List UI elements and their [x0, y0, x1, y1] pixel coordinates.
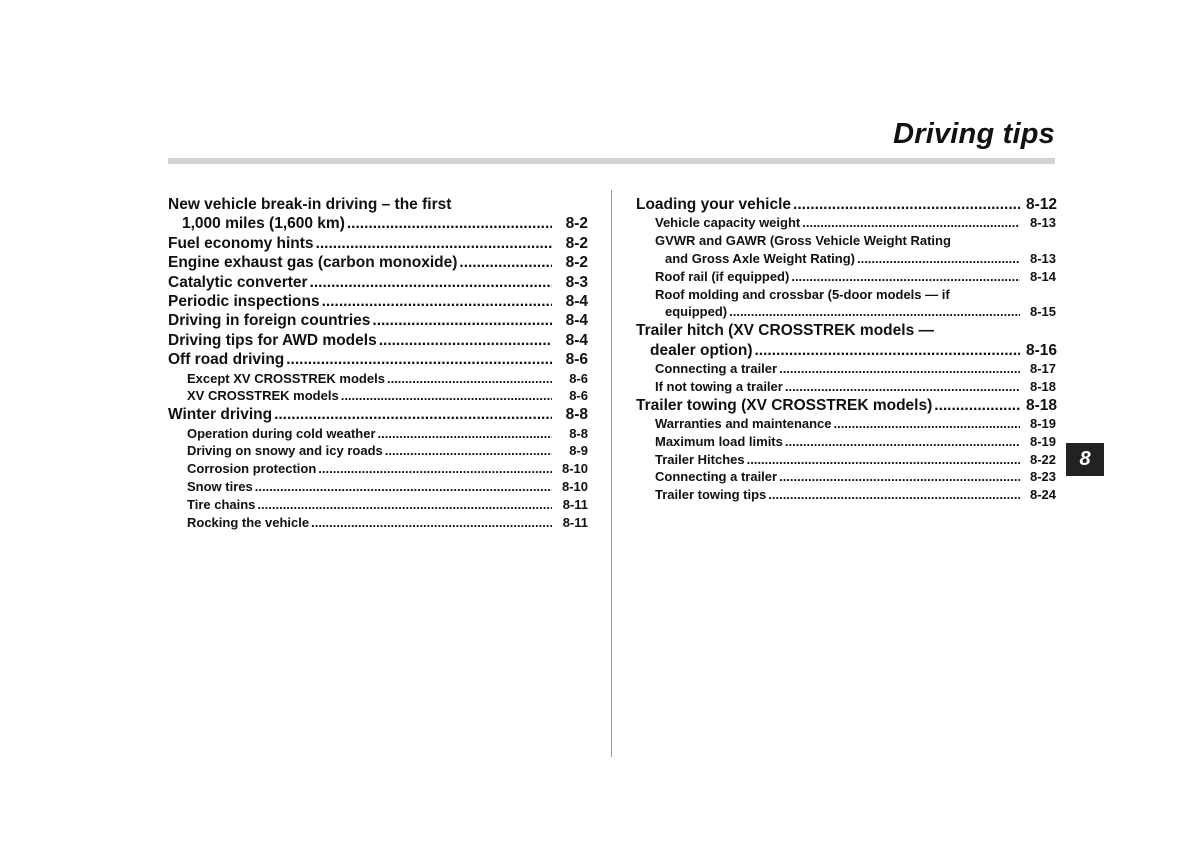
dot-leader: [274, 405, 552, 424]
dot-leader: [791, 268, 1020, 286]
toc-entry-first-line[interactable]: GVWR and GAWR (Gross Vehicle Weight Rating: [655, 233, 951, 249]
toc-page-number: 8-8: [565, 406, 588, 424]
dot-leader: [729, 303, 1020, 321]
toc-entry-label: Maximum load limits: [655, 433, 783, 449]
toc-page-number: 8-2: [565, 234, 588, 252]
dot-leader: [768, 486, 1020, 504]
toc-entry[interactable]: [636, 468, 1056, 486]
toc-page-number: 8-6: [565, 351, 588, 369]
toc-entry-first-line[interactable]: New vehicle break-in driving – the first: [168, 196, 452, 213]
toc-entry[interactable]: [636, 415, 1056, 433]
toc-left-column: [168, 195, 588, 531]
toc-entry[interactable]: [636, 433, 1056, 451]
toc-page-number: 8-23: [1029, 469, 1056, 485]
toc-entry[interactable]: [168, 496, 588, 514]
toc-entry-label: Driving tips for AWD models: [168, 331, 377, 349]
toc-entry[interactable]: [168, 387, 588, 405]
toc-page-number: 8-14: [1029, 268, 1056, 284]
toc-entry-label: Loading your vehicle: [636, 196, 792, 213]
dot-leader: [311, 514, 552, 532]
toc-entry[interactable]: [636, 303, 1056, 321]
toc-page-number: 8-9: [569, 443, 588, 459]
toc-entry[interactable]: [168, 273, 588, 292]
toc-entry-label: Trailer towing tips: [655, 487, 767, 503]
toc-entry-label: Vehicle capacity weight: [655, 215, 801, 231]
dot-leader: [310, 273, 552, 292]
dot-leader: [379, 331, 552, 350]
toc-entry-label: Operation during cold weather: [187, 425, 376, 441]
toc-entry[interactable]: [168, 460, 588, 478]
dot-leader: [785, 378, 1020, 396]
dot-leader: [341, 387, 552, 405]
dot-leader: [385, 442, 552, 460]
toc-entry-label: dealer option): [650, 341, 753, 359]
toc-entry[interactable]: [636, 341, 1056, 360]
toc-entry[interactable]: [636, 268, 1056, 286]
toc-page-number: 8-8: [569, 425, 588, 441]
toc-entry[interactable]: [636, 250, 1056, 268]
toc-entry[interactable]: [636, 486, 1056, 504]
toc-entry-label: Fuel economy hints: [168, 234, 314, 252]
toc-page-number: 8-17: [1029, 361, 1056, 376]
toc-entry-label: Connecting a trailer: [655, 361, 778, 376]
toc-entry[interactable]: [168, 405, 588, 424]
toc-entry-label: Warranties and maintenance: [655, 416, 832, 431]
toc-entry-label: Off road driving: [168, 351, 285, 369]
toc-entry-label: Catalytic converter: [168, 273, 308, 291]
toc-entry-label: Snow tires: [187, 479, 253, 495]
toc-entry-label: Except XV CROSSTREK models: [187, 370, 385, 386]
toc-page-number: 8-2: [565, 215, 588, 233]
toc-page-number: 8-18: [1026, 396, 1058, 414]
dot-leader: [857, 250, 1020, 268]
toc-page-number: 8-6: [569, 370, 588, 386]
dot-leader: [387, 370, 552, 388]
toc-entry[interactable]: [636, 214, 1056, 232]
toc-entry-label: Corrosion protection: [187, 461, 317, 477]
toc-entry[interactable]: [168, 234, 588, 253]
dot-leader: [318, 460, 552, 478]
dot-leader: [378, 425, 552, 443]
toc-entry[interactable]: [168, 350, 588, 369]
toc-entry[interactable]: [636, 360, 1056, 378]
dot-leader: [779, 468, 1020, 486]
toc-entry-label: Roof rail (if equipped): [655, 268, 790, 284]
toc-entry-label: Trailer towing (XV CROSSTREK models): [636, 396, 933, 414]
dot-leader: [934, 396, 1020, 415]
toc-entry-label: Driving on snowy and icy roads: [187, 443, 383, 459]
toc-page-number: 8-18: [1029, 378, 1056, 394]
toc-entry[interactable]: [168, 214, 588, 233]
toc-page-number: 8-13: [1029, 215, 1056, 231]
toc-page-number: 8-12: [1026, 196, 1058, 213]
toc-entry[interactable]: [168, 370, 588, 388]
toc-entry-label: 1,000 miles (1,600 km): [182, 215, 345, 233]
toc-entry-first-line[interactable]: Trailer hitch (XV CROSSTREK models —: [636, 322, 935, 340]
toc-entry-label: Periodic inspections: [168, 293, 320, 311]
chapter-tab[interactable]: 8: [1066, 443, 1104, 476]
toc-entry[interactable]: [168, 514, 588, 532]
toc-page-number: 8-22: [1029, 451, 1056, 467]
toc-entry[interactable]: [168, 331, 588, 350]
toc-entry-label: If not towing a trailer: [655, 378, 783, 394]
toc-entry[interactable]: [636, 195, 1056, 214]
toc-entry[interactable]: [168, 253, 588, 272]
toc-entry[interactable]: [636, 378, 1056, 396]
dot-leader: [316, 234, 552, 253]
toc-entry-label: equipped): [665, 304, 728, 320]
dot-leader: [834, 415, 1020, 433]
toc-page-number: 8-10: [561, 479, 588, 495]
title-rule: [168, 158, 1055, 164]
toc-entry[interactable]: [168, 425, 588, 443]
dot-leader: [754, 341, 1020, 360]
dot-leader: [802, 214, 1020, 232]
toc-entry-label: Winter driving: [168, 406, 273, 424]
toc-entry[interactable]: [636, 396, 1056, 415]
toc-entry-label: XV CROSSTREK models: [187, 388, 339, 404]
toc-entry-label: Connecting a trailer: [655, 469, 778, 485]
dot-leader: [779, 360, 1020, 378]
toc-entry[interactable]: [168, 292, 588, 311]
dot-leader: [255, 478, 552, 496]
toc-page-number: 8-15: [1029, 304, 1056, 320]
toc-entry-label: Rocking the vehicle: [187, 514, 310, 530]
toc-entry[interactable]: [168, 442, 588, 460]
toc-page-number: 8-19: [1029, 433, 1056, 449]
toc-entry[interactable]: [168, 478, 588, 496]
dot-leader: [286, 350, 552, 369]
toc-entry-first-line[interactable]: Roof molding and crossbar (5-door models — if: [655, 286, 950, 302]
dot-leader: [785, 433, 1020, 451]
dot-leader: [793, 195, 1020, 214]
dot-leader: [747, 451, 1020, 469]
toc-page-number: 8-24: [1029, 487, 1056, 503]
toc-page-number: 8-10: [561, 461, 588, 477]
dot-leader: [322, 292, 552, 311]
page-title: Driving tips: [893, 118, 1055, 150]
toc-page-number: 8-4: [565, 312, 588, 330]
toc-page-number: 8-6: [569, 388, 588, 404]
toc-page-number: 8-11: [562, 514, 588, 530]
toc-entry-label: and Gross Axle Weight Rating): [665, 251, 855, 266]
toc-entry-label: Tire chains: [187, 496, 256, 512]
toc-entry[interactable]: [636, 451, 1056, 469]
dot-leader: [347, 214, 552, 233]
toc-entry-label: Trailer Hitches: [655, 451, 745, 467]
toc-right-column: [636, 195, 1056, 504]
toc-page-number: 8-4: [565, 331, 588, 349]
toc-page-number: 8-11: [562, 496, 588, 512]
toc-entry[interactable]: [168, 311, 588, 330]
toc-page-number: 8-3: [565, 273, 588, 291]
dot-leader: [459, 253, 552, 272]
dot-leader: [372, 311, 552, 330]
toc-page-number: 8-19: [1029, 416, 1056, 431]
toc-entry-label: Driving in foreign countries: [168, 312, 371, 330]
toc-page-number: 8-16: [1026, 341, 1058, 359]
column-divider: [611, 190, 612, 757]
toc-page-number: 8-4: [565, 293, 588, 311]
toc-page-number: 8-13: [1029, 251, 1056, 266]
dot-leader: [257, 496, 552, 514]
toc-entry-label: Engine exhaust gas (carbon monoxide): [168, 254, 458, 272]
toc-page-number: 8-2: [565, 254, 588, 272]
